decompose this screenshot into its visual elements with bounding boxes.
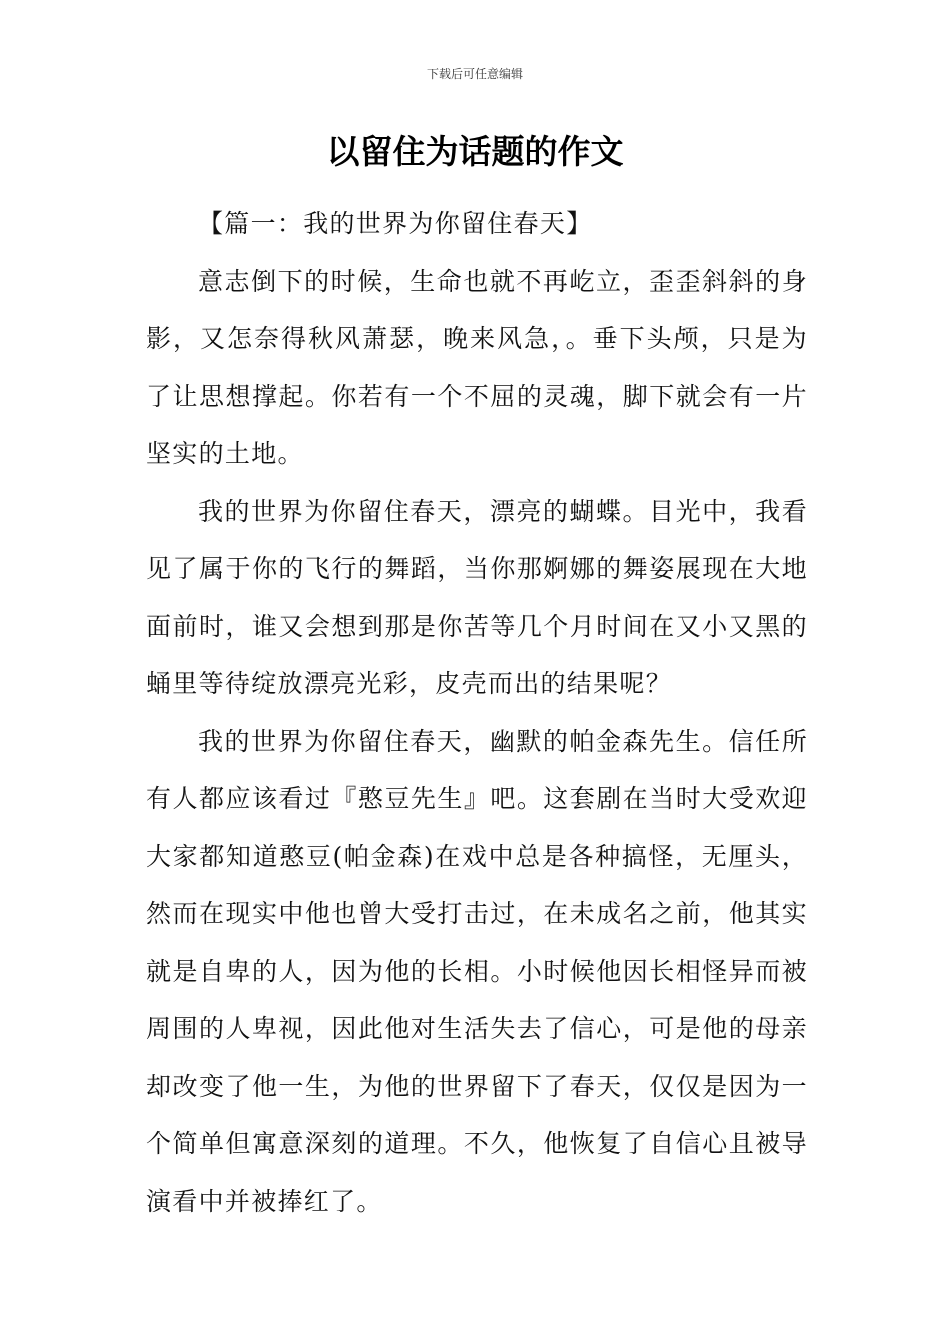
paragraph: 我的世界为你留住春天，幽默的帕金森先生。信任所有人都应该看过『憨豆先生』吧。这套剧在当时大受欢迎大家都知道憨豆(帕金森)在戏中总是各种搞怪，无厘头，然而在现实中他也曾大受打击过，在未成名之前，他其实就是自卑的人，因为他的长相。小时候他因长相怪异而被周围的人卑视，因此他对生活失去了信心，可是他的母亲却改变了他一生，为他的世界留下了春天，仅仅是因为一个简单但寓意深刻的道理。不久，他恢复了自信心且被导演看中并被捧红了。 — [146, 726, 808, 1216]
section-heading: 【篇一：我的世界为你留住春天】 — [198, 209, 593, 238]
page-title: 以留住为话题的作文 — [326, 132, 624, 171]
paragraph: 我的世界为你留住春天，漂亮的蝴蝶。目光中，我看见了属于你的飞行的舞蹈，当你那婀娜的舞姿展现在大地面前时，谁又会想到那是你苦等几个月时间在又小又黑的蛹里等待绽放漂亮光彩，皮壳而出的结果呢？ — [146, 496, 808, 698]
paragraph: 意志倒下的时候，生命也就不再屹立，歪歪斜斜的身影，又怎奈得秋风萧瑟，晚来风急，。垂下头颅，只是为了让思想撑起。你若有一个不屈的灵魂，脚下就会有一片坚实的土地。 — [146, 266, 808, 468]
document-body — [146, 195, 808, 1230]
header-note: 下载后可任意编辑 — [426, 67, 523, 81]
